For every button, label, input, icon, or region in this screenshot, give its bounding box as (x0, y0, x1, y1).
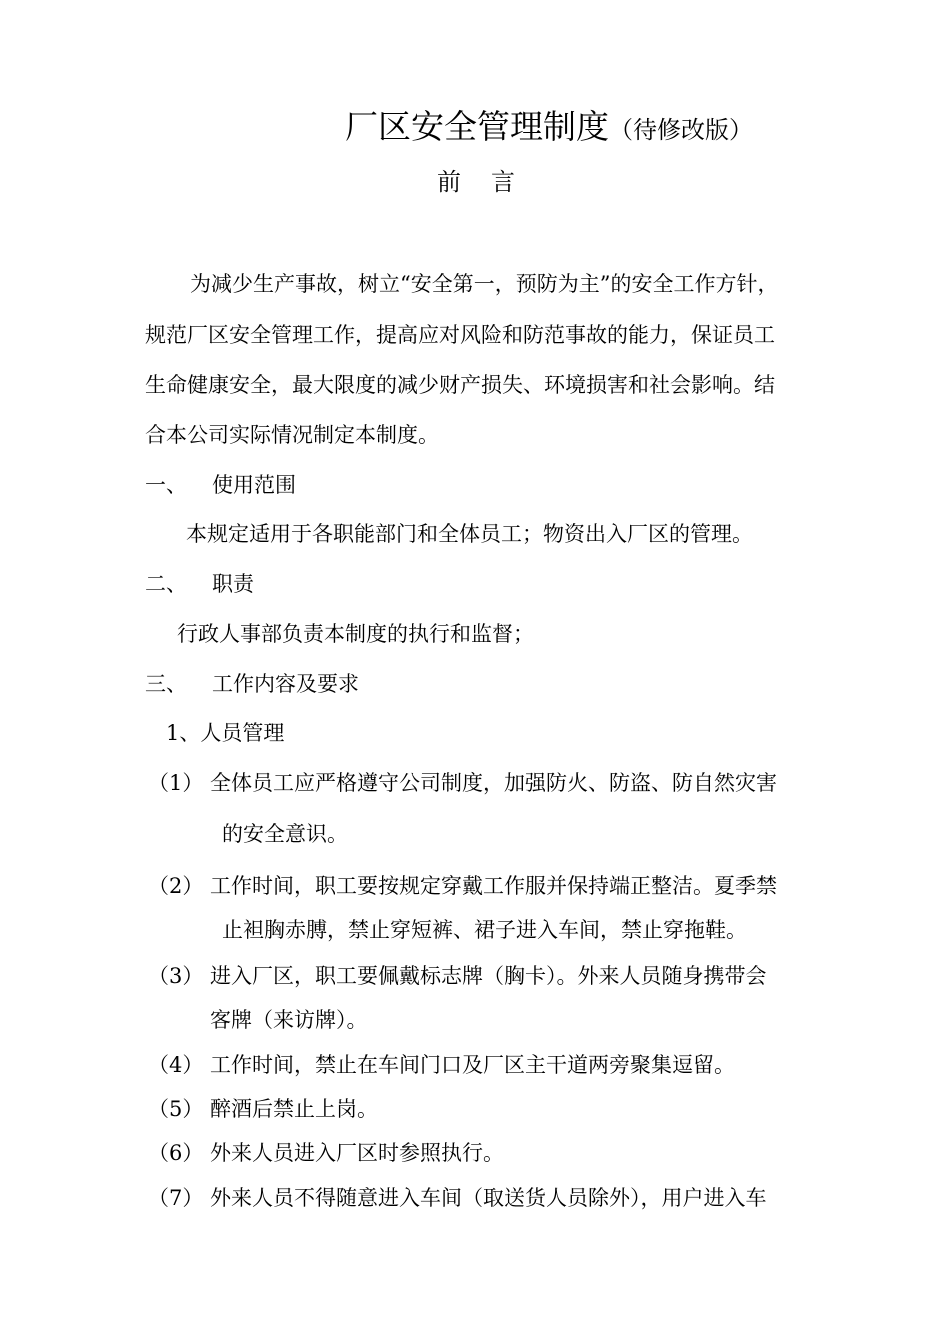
section-body: 行政人事部负责本制度的执行和监督； (177, 622, 534, 646)
intro-line: 为减少生产事故，树立“安全第一，预防为主”的安全工作方针， (190, 272, 779, 296)
item-number: （4） (148, 1053, 204, 1077)
item-text: 外来人员不得随意进入车间（取送货人员除外），用户进入车 (210, 1186, 767, 1210)
item-number: （6） (148, 1141, 204, 1165)
title-suffix: （待修改版） (609, 116, 753, 144)
section-heading: 使用范围 (212, 473, 296, 497)
item-number: （7） (148, 1186, 204, 1210)
section-number: 一、 (145, 473, 187, 497)
title-main: 厂区安全管理制度 (345, 107, 609, 146)
section-body: 本规定适用于各职能部门和全体员工；物资出入厂区的管理。 (186, 522, 753, 546)
intro-line: 合本公司实际情况制定本制度。 (145, 423, 439, 447)
item-text: 工作时间，职工要按规定穿戴工作服并保持端正整洁。夏季禁 (210, 874, 777, 898)
item-text: 进入厂区，职工要佩戴标志牌（胸卡）。外来人员随身携带会 (210, 964, 767, 988)
subsection-heading: 1、人员管理 (166, 721, 285, 745)
item-text: 工作时间，禁止在车间门口及厂区主干道两旁聚集逗留。 (210, 1053, 735, 1077)
section-heading: 工作内容及要求 (212, 672, 359, 696)
preface-heading: 前言 (437, 168, 545, 196)
item-text-continued: 止袒胸赤膊，禁止穿短裤、裙子进入车间，禁止穿拖鞋。 (222, 918, 747, 942)
item-number: （1） (148, 771, 204, 795)
item-text: 醉酒后禁止上岗。 (210, 1097, 378, 1121)
item-text-continued: 客牌（来访牌）。 (210, 1008, 368, 1032)
item-number: （3） (148, 964, 204, 988)
intro-line: 生命健康安全，最大限度的减少财产损失、环境损害和社会影响。结 (145, 373, 775, 397)
item-text: 外来人员进入厂区时参照执行。 (210, 1141, 504, 1165)
section-number: 二、 (145, 572, 187, 596)
item-number: （2） (148, 874, 204, 898)
item-number: （5） (148, 1097, 204, 1121)
document-title (345, 107, 753, 146)
section-heading: 职责 (212, 572, 254, 596)
item-text: 全体员工应严格遵守公司制度，加强防火、防盗、防自然灾害 (210, 771, 777, 795)
intro-line: 规范厂区安全管理工作，提高应对风险和防范事故的能力，保证员工 (145, 323, 775, 347)
item-text-continued: 的安全意识。 (222, 822, 348, 846)
section-number: 三、 (145, 672, 187, 696)
